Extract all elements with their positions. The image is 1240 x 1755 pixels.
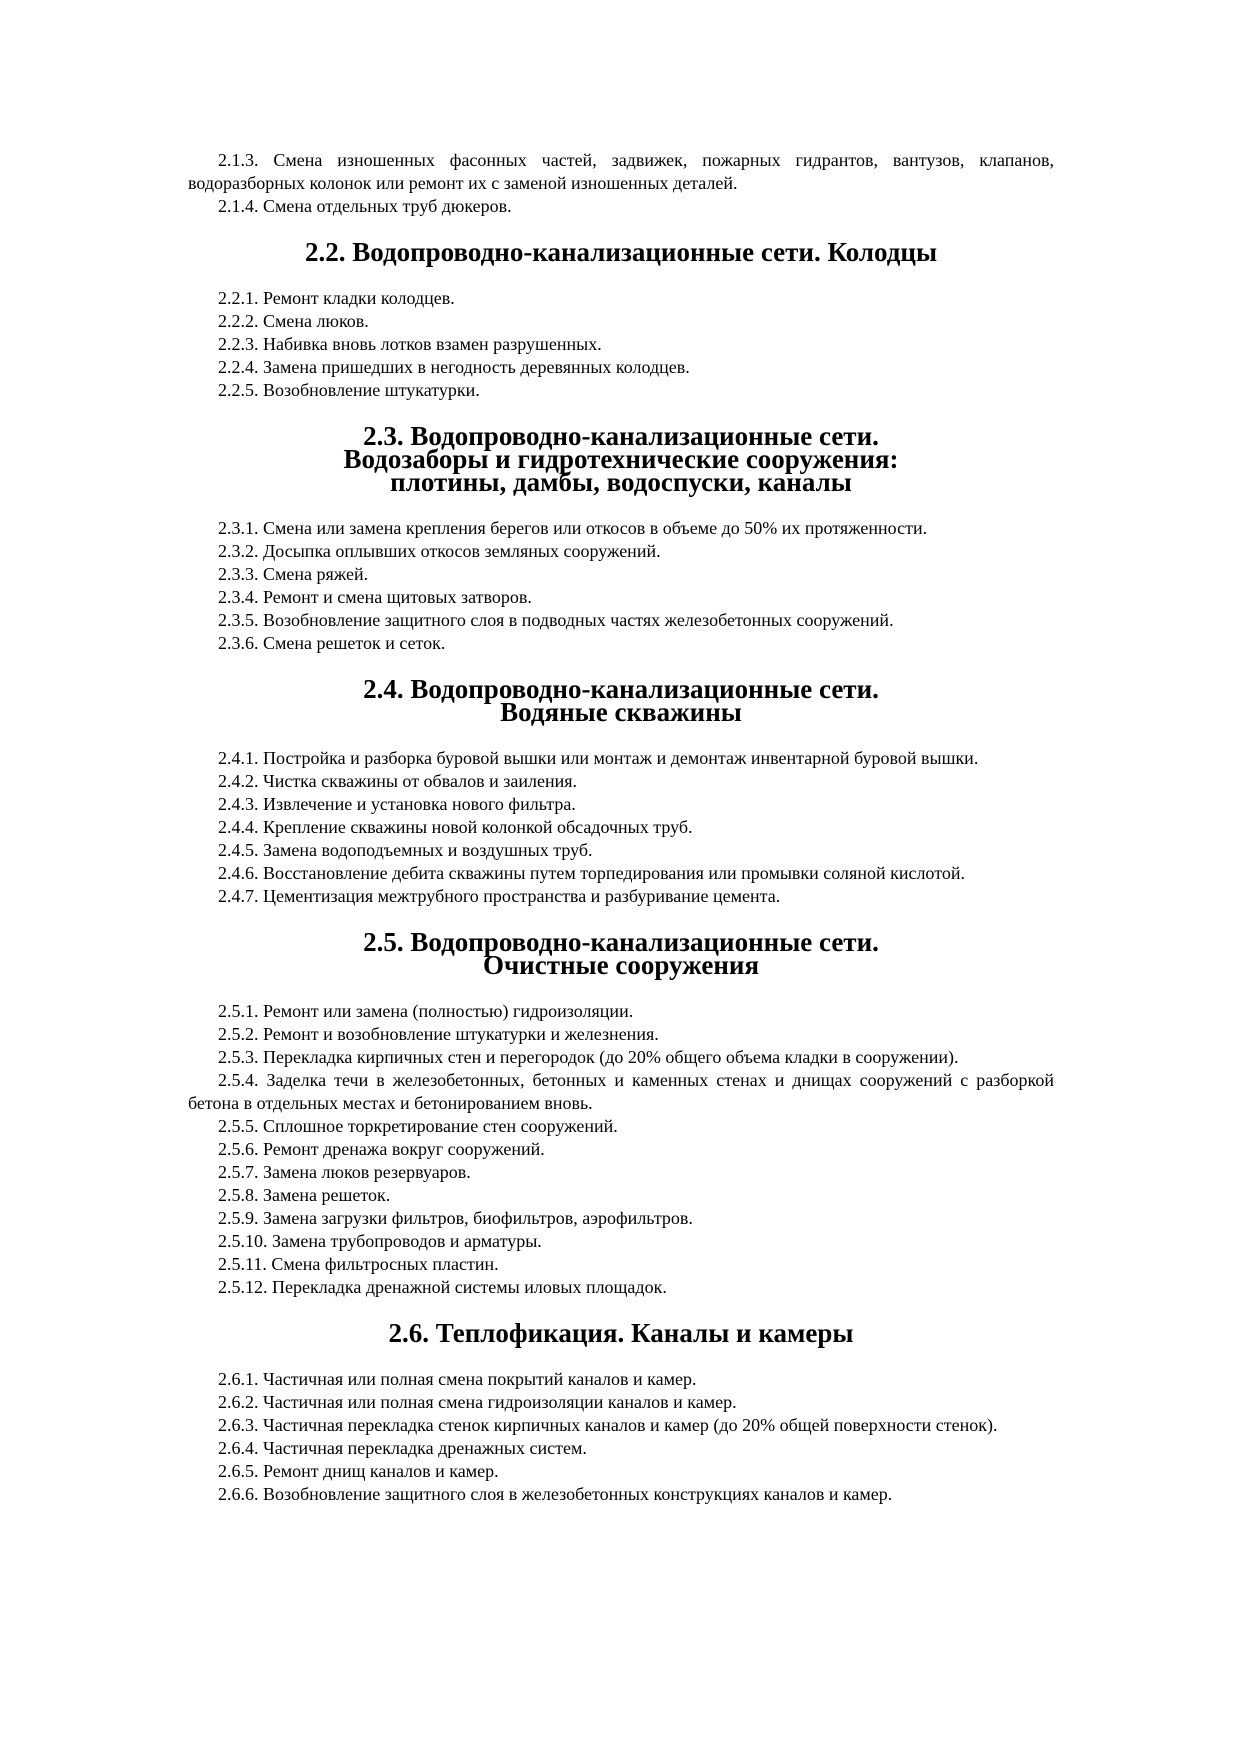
paragraph-2-4-2: 2.4.2. Чистка скважины от обвалов и заиления.	[218, 771, 577, 791]
paragraph-2-5-6: 2.5.6. Ремонт дренажа вокруг сооружений.	[218, 1139, 545, 1159]
paragraph-2-5-11: 2.5.11. Смена фильтросных пластин.	[218, 1254, 499, 1274]
section-heading-line: 2.4. Водопроводно-канализационные сети.	[363, 674, 879, 704]
paragraph-2-6-6: 2.6.6. Возобновление защитного слоя в железобетонных конструкциях каналов и камер.	[218, 1484, 893, 1504]
section-heading	[188, 927, 1054, 980]
paragraph-2-5-7: 2.5.7. Замена люков резервуаров.	[218, 1162, 471, 1182]
paragraph-2-3-3: 2.3.3. Смена ряжей.	[218, 564, 369, 584]
paragraph-2-3-2: 2.3.2. Досыпка оплывших откосов земляных сооружений.	[218, 541, 661, 561]
paragraph-2-2-5: 2.2.5. Возобновление штукатурки.	[218, 380, 480, 400]
section-2-2	[188, 237, 1054, 402]
paragraph-2-5-8: 2.5.8. Замена решеток.	[218, 1185, 391, 1205]
paragraph-2-5-5: 2.5.5. Сплошное торкретирование стен сооружений.	[218, 1116, 618, 1136]
paragraph-2-4-6: 2.4.6. Восстановление дебита скважины путем торпедирования или промывки соляной кислотой.	[218, 863, 965, 883]
section-2-5	[188, 927, 1054, 1299]
paragraph-2-6-4: 2.6.4. Частичная перекладка дренажных систем.	[218, 1438, 587, 1458]
paragraph-2-6-2: 2.6.2. Частичная или полная смена гидроизоляции каналов и камер.	[218, 1392, 737, 1412]
section-heading	[188, 1318, 1054, 1348]
paragraph-2-5-4: 2.5.4. Заделка течи в железобетонных, бетонных и каменных стенах и днищах сооружений с разборкой бетона в отдельных местах и бетонированием вновь.	[188, 1070, 1054, 1113]
paragraph-2-4-7: 2.4.7. Цементизация межтрубного пространства и разбуривание цемента.	[218, 886, 781, 906]
paragraph-2-6-1: 2.6.1. Частичная или полная смена покрытий каналов и камер.	[218, 1369, 697, 1389]
paragraph-2-3-6: 2.3.6. Смена решеток и сеток.	[218, 633, 446, 653]
section-heading-line: Водяные скважины	[500, 697, 742, 727]
paragraph-2-3-5: 2.3.5. Возобновление защитного слоя в подводных частях железобетонных сооружений.	[218, 610, 894, 630]
section-2-3	[188, 421, 1054, 655]
paragraph-2-6-5: 2.6.5. Ремонт днищ каналов и камер.	[218, 1461, 499, 1481]
paragraph-2-2-2: 2.2.2. Смена люков.	[218, 311, 369, 331]
section-heading-line: 2.5. Водопроводно-канализационные сети.	[363, 927, 879, 957]
paragraph-2-4-1: 2.4.1. Постройка и разборка буровой вышки или монтаж и демонтаж инвентарной буровой вышки.	[218, 748, 979, 768]
paragraph-2-2-1: 2.2.1. Ремонт кладки колодцев.	[218, 288, 455, 308]
section-heading-line: 2.6. Теплофикация. Каналы и камеры	[388, 1318, 854, 1348]
paragraph-2-3-4: 2.3.4. Ремонт и смена щитовых затворов.	[218, 587, 532, 607]
paragraph-2-6-3: 2.6.3. Частичная перекладка стенок кирпичных каналов и камер (до 20% общей поверхности стенок).	[218, 1415, 998, 1435]
document-page	[188, 149, 1054, 1506]
paragraph-2-4-4: 2.4.4. Крепление скважины новой колонкой обсадочных труб.	[218, 817, 693, 837]
paragraph-2-2-3: 2.2.3. Набивка вновь лотков взамен разрушенных.	[218, 334, 602, 354]
section-heading-line: Очистные сооружения	[482, 950, 760, 980]
section-heading-line: 2.2. Водопроводно-канализационные сети. Колодцы	[304, 237, 938, 267]
section-heading-line: Водозаборы и гидротехнические сооружения:	[343, 444, 899, 474]
paragraph-2-5-3: 2.5.3. Перекладка кирпичных стен и перегородок (до 20% общего объема кладки в сооружении).	[218, 1047, 959, 1067]
paragraph-2-3-1: 2.3.1. Смена или замена крепления берегов или откосов в объеме до 50% их протяженности.	[218, 518, 928, 538]
paragraph-2-1-4: 2.1.4. Смена отдельных труб дюкеров.	[218, 196, 512, 216]
paragraph-2-4-3: 2.4.3. Извлечение и установка нового фильтра.	[218, 794, 576, 814]
paragraph-2-5-9: 2.5.9. Замена загрузки фильтров, биофильтров, аэрофильтров.	[218, 1208, 693, 1228]
intro-list	[188, 149, 1054, 218]
section-2-4	[188, 674, 1054, 908]
section-heading	[188, 674, 1054, 727]
section-heading-line: 2.3. Водопроводно-канализационные сети.	[363, 421, 879, 451]
section-heading	[188, 421, 1054, 497]
section-2-6	[188, 1318, 1054, 1506]
paragraph-2-4-5: 2.4.5. Замена водоподъемных и воздушных труб.	[218, 840, 593, 860]
section-heading-line: плотины, дамбы, водоспуски, каналы	[390, 467, 852, 497]
paragraph-2-5-12: 2.5.12. Перекладка дренажной системы иловых площадок.	[218, 1277, 667, 1297]
section-heading	[188, 237, 1054, 267]
paragraph-2-2-4: 2.2.4. Замена пришедших в негодность деревянных колодцев.	[218, 357, 690, 377]
paragraph-2-5-2: 2.5.2. Ремонт и возобновление штукатурки и железнения.	[218, 1024, 659, 1044]
paragraph-2-5-10: 2.5.10. Замена трубопроводов и арматуры.	[218, 1231, 542, 1251]
paragraph-2-1-3: 2.1.3. Смена изношенных фасонных частей, задвижек, пожарных гидрантов, вантузов, клапанов, водоразборных колонок или ремонт их с заменой изношенных деталей.	[188, 150, 1054, 193]
paragraph-2-5-1: 2.5.1. Ремонт или замена (полностью) гидроизоляции.	[218, 1001, 634, 1021]
